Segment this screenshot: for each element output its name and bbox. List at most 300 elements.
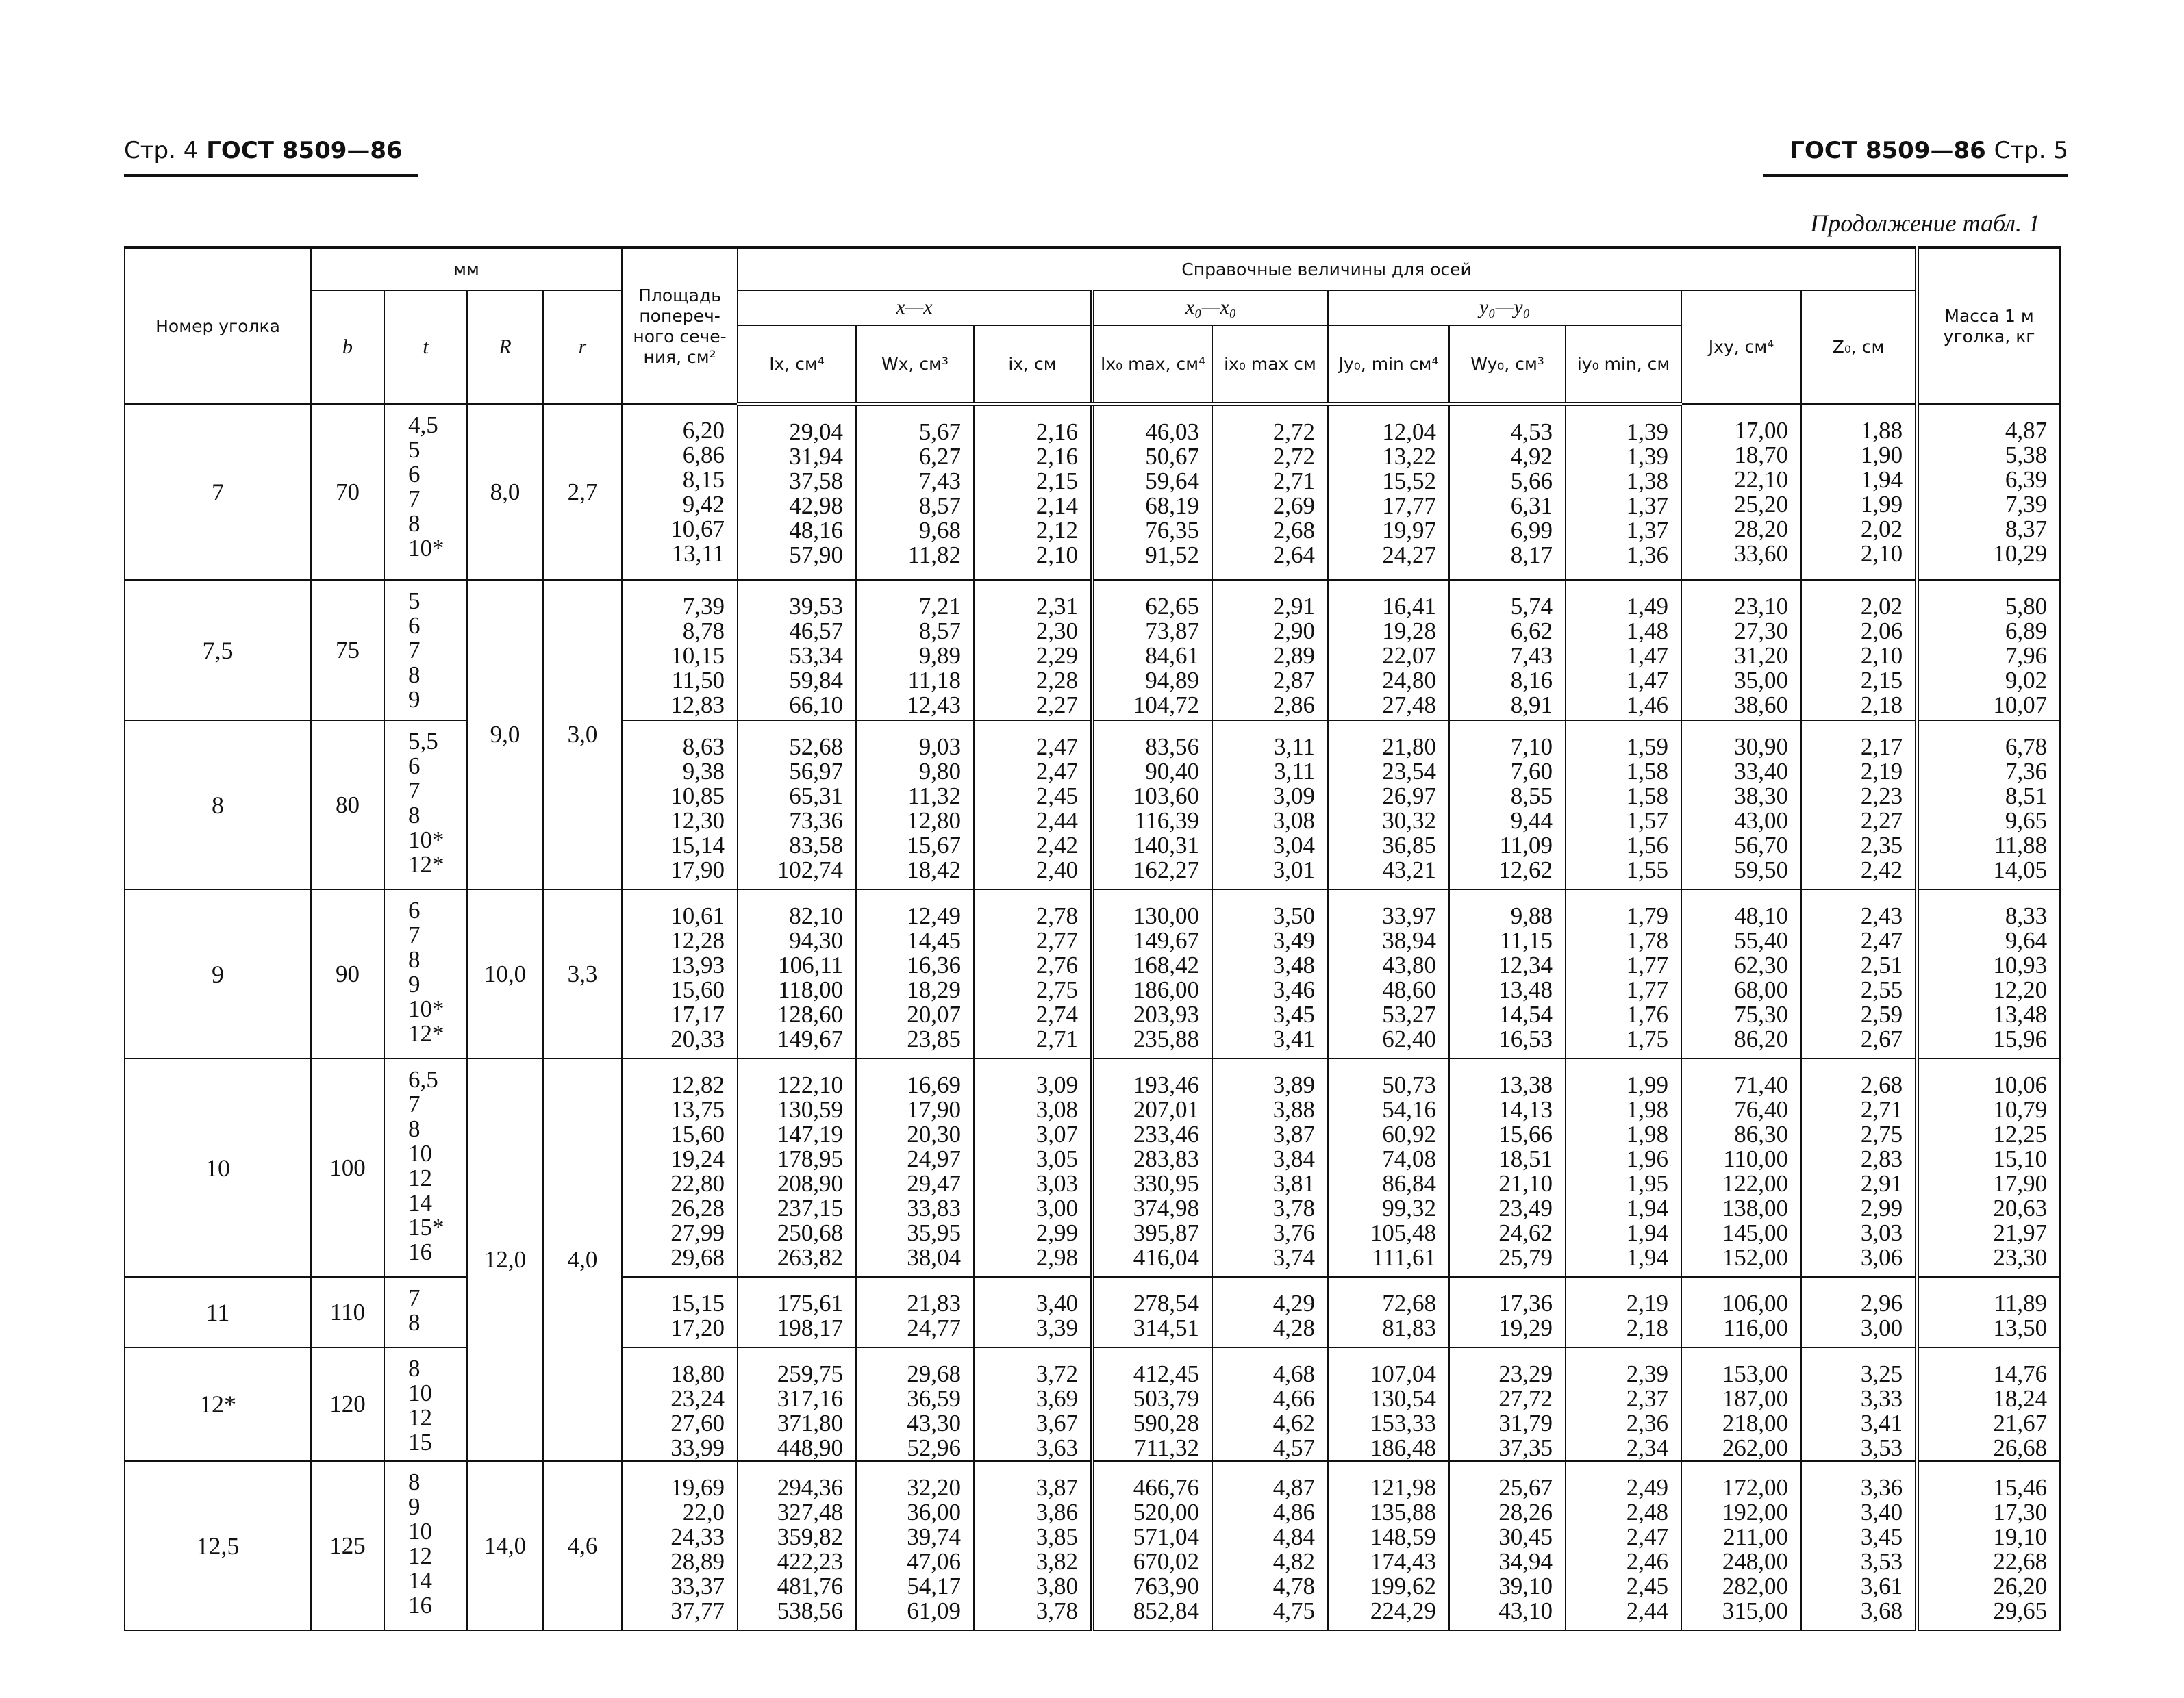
col-wx-value: 52,96 xyxy=(907,1434,962,1461)
col-ix0-value: 4,62 xyxy=(1272,1410,1316,1436)
col-ix-value: 2,12 xyxy=(1035,517,1079,544)
col-ix-cell xyxy=(974,1347,1092,1461)
col-jxy-cell xyxy=(1681,720,1801,889)
thickness-t-cell xyxy=(384,1059,467,1277)
col-a-value: 9,38 xyxy=(682,758,725,785)
col-ix0-value: 3,08 xyxy=(1272,807,1316,834)
col-ix0-value: 68,19 xyxy=(1145,492,1200,519)
col-iy0-value: 15,52 xyxy=(1382,468,1437,494)
col-jxy-value: 86,30 xyxy=(1734,1121,1789,1148)
col-ix-value: 263,82 xyxy=(777,1244,844,1271)
header-reference: Справочные величины для осей xyxy=(738,248,1917,290)
col-ix-value: 3,08 xyxy=(1035,1096,1079,1123)
col-ix0-value: 374,98 xyxy=(1133,1195,1200,1221)
col-jxy-cell xyxy=(1681,1461,1801,1630)
col-a-value: 13,93 xyxy=(670,952,725,978)
header-t xyxy=(384,290,467,404)
col-ix-value: 208,90 xyxy=(777,1170,844,1197)
col-ix0-value: 412,45 xyxy=(1133,1360,1200,1387)
col-wy0-value: 8,91 xyxy=(1510,692,1553,718)
col-ix-cell xyxy=(738,889,856,1059)
col-ix-value: 3,07 xyxy=(1035,1121,1079,1148)
thickness-t-value: 7 xyxy=(408,1091,421,1117)
header-r-label: r xyxy=(578,335,587,358)
col-ix-value: 2,40 xyxy=(1035,857,1079,883)
col-a-value: 28,89 xyxy=(670,1548,725,1575)
col-iy0-value: 1,46 xyxy=(1626,692,1669,718)
thickness-t-value: 9 xyxy=(408,971,421,998)
col-ix0-value: 314,51 xyxy=(1133,1315,1200,1341)
angle-profile-table xyxy=(124,246,2061,1631)
col-m-value: 5,38 xyxy=(2005,442,2048,468)
col-a-value: 6,20 xyxy=(682,417,725,444)
col-m-value: 10,79 xyxy=(1993,1096,2048,1123)
col-ix-value: 147,19 xyxy=(777,1121,844,1148)
col-ix-value: 3,63 xyxy=(1035,1434,1079,1461)
col-iy0-value: 1,94 xyxy=(1626,1219,1669,1246)
col-ix-cell xyxy=(974,889,1092,1059)
col-m-value: 12,20 xyxy=(1993,976,2048,1003)
col-wy0-value: 21,10 xyxy=(1498,1170,1553,1197)
col-iy0-cell xyxy=(1566,1059,1681,1277)
col-wx-value: 33,83 xyxy=(907,1195,962,1221)
col-z0-value: 2,23 xyxy=(1860,783,1903,809)
col-ix-value: 3,09 xyxy=(1035,1072,1079,1098)
col-iy0-value: 62,40 xyxy=(1382,1026,1437,1052)
col-wy0-value: 23,29 xyxy=(1498,1360,1553,1387)
col-wx-value: 36,59 xyxy=(907,1385,962,1412)
col-ix-value: 2,28 xyxy=(1035,667,1079,694)
col-iy0-cell xyxy=(1566,720,1681,889)
col-z0-value: 2,67 xyxy=(1860,1026,1903,1052)
col-wx-value: 61,09 xyxy=(907,1597,962,1624)
col-z0-value: 3,40 xyxy=(1860,1499,1903,1525)
col-ix-value: 65,31 xyxy=(789,783,844,809)
col-ix0-value: 4,84 xyxy=(1272,1523,1316,1550)
col-a-value: 17,20 xyxy=(670,1315,725,1341)
col-jxy-value: 75,30 xyxy=(1734,1001,1789,1028)
col-m-value: 15,10 xyxy=(1993,1145,2048,1172)
col-m-value: 20,63 xyxy=(1993,1195,2048,1221)
col-wx-value: 24,77 xyxy=(907,1315,962,1341)
flange-width-b: 70 xyxy=(311,404,384,580)
col-ix-value: 39,53 xyxy=(789,593,844,620)
col-a-value: 20,33 xyxy=(670,1026,725,1052)
col-z0-value: 3,41 xyxy=(1860,1410,1903,1436)
col-wy0-value: 27,72 xyxy=(1498,1385,1553,1412)
col-m-value: 26,68 xyxy=(1993,1434,2048,1461)
col-z0-cell xyxy=(1801,1059,1917,1277)
col-ix-value: 2,27 xyxy=(1035,692,1079,718)
axis-xx-label: x—x xyxy=(896,296,933,318)
col-z0-value: 2,96 xyxy=(1860,1290,1903,1317)
col-z0-value: 2,35 xyxy=(1860,832,1903,859)
col-jxy-value: 122,00 xyxy=(1722,1170,1789,1197)
col-a-value: 12,28 xyxy=(670,927,725,954)
col-wy0-value: 34,94 xyxy=(1498,1548,1553,1575)
col-ix-value: 3,72 xyxy=(1035,1360,1079,1387)
thickness-t-value: 8 xyxy=(408,1309,421,1336)
col-m-cell xyxy=(1917,1461,2060,1630)
col-m-value: 8,37 xyxy=(2005,516,2048,542)
col-ix-value: 359,82 xyxy=(777,1523,844,1550)
col-wx-value: 11,18 xyxy=(907,667,962,694)
col-a-value: 19,69 xyxy=(670,1474,725,1501)
angle-group-row xyxy=(125,404,2060,580)
header-Z0: Z₀, см xyxy=(1801,290,1917,404)
col-a-value: 26,28 xyxy=(670,1195,725,1221)
col-a-value: 10,61 xyxy=(670,902,725,929)
col-ix0-value: 763,90 xyxy=(1133,1573,1200,1599)
col-wy0-value: 13,48 xyxy=(1498,976,1553,1003)
col-ix-value: 82,10 xyxy=(789,902,844,929)
col-ix0-value: 2,72 xyxy=(1272,443,1316,470)
header-b xyxy=(311,290,384,404)
col-ix-value: 2,42 xyxy=(1035,832,1079,859)
axis-x0x0-label: x₀—x₀ xyxy=(1185,296,1237,318)
header-ix0: ix₀ max см xyxy=(1212,325,1328,404)
col-wx-cell xyxy=(856,720,974,889)
angle-group-row xyxy=(125,1461,2060,1630)
col-iy0-value: 199,62 xyxy=(1370,1573,1437,1599)
col-ix-value: 2,47 xyxy=(1035,758,1079,785)
col-z0-value: 3,45 xyxy=(1860,1523,1903,1550)
col-wx-value: 9,80 xyxy=(918,758,962,785)
col-ix0-value: 193,46 xyxy=(1133,1072,1200,1098)
col-wx-value: 38,04 xyxy=(907,1244,962,1271)
col-m-value: 11,89 xyxy=(1994,1290,2048,1317)
col-jxy-cell xyxy=(1681,404,1801,580)
col-z0-value: 3,68 xyxy=(1860,1597,1903,1624)
col-wx-cell xyxy=(856,404,974,580)
col-iy0-value: 2,44 xyxy=(1626,1597,1669,1624)
col-iy0-value: 2,46 xyxy=(1626,1548,1669,1575)
col-a-value: 17,90 xyxy=(670,857,725,883)
col-ix0-value: 76,35 xyxy=(1145,517,1200,544)
col-m-cell xyxy=(1917,404,2060,580)
col-wy0-value: 7,43 xyxy=(1510,642,1553,669)
col-a-value: 9,42 xyxy=(682,491,725,518)
col-ix0-value: 3,11 xyxy=(1274,733,1316,760)
col-iy0-value: 2,19 xyxy=(1626,1290,1669,1317)
col-ix-value: 2,71 xyxy=(1035,1026,1079,1052)
col-wx-cell xyxy=(856,1277,974,1347)
col-wx-value: 39,74 xyxy=(907,1523,962,1550)
col-a-value: 37,77 xyxy=(670,1597,725,1624)
col-wy0-value: 6,31 xyxy=(1510,492,1553,519)
col-ix0-cell xyxy=(1092,580,1212,720)
col-jxy-value: 282,00 xyxy=(1722,1573,1789,1599)
angle-group-row xyxy=(125,889,2060,1059)
col-iy0-value: 27,48 xyxy=(1382,692,1437,718)
col-a-value: 22,0 xyxy=(682,1499,725,1525)
col-a-value: 8,63 xyxy=(682,733,725,760)
col-iy0-value: 1,47 xyxy=(1626,642,1669,669)
col-iy0-value: 12,04 xyxy=(1382,418,1437,445)
header-t-label: t xyxy=(423,335,429,358)
col-ix0-cell xyxy=(1212,720,1328,889)
col-ix-value: 149,67 xyxy=(777,1026,844,1052)
col-ix-value: 94,30 xyxy=(789,927,844,954)
angle-number: 12,5 xyxy=(125,1461,311,1630)
col-m-value: 11,88 xyxy=(1994,832,2048,859)
col-wx-value: 9,03 xyxy=(918,733,962,760)
col-wy0-cell xyxy=(1449,1347,1566,1461)
col-z0-value: 2,10 xyxy=(1860,642,1903,669)
col-wy0-value: 6,99 xyxy=(1510,517,1553,544)
col-z0-value: 3,00 xyxy=(1860,1315,1903,1341)
thickness-t-value: 8 xyxy=(408,510,421,537)
col-iy0-value: 130,54 xyxy=(1370,1385,1437,1412)
col-a-cell xyxy=(622,1461,738,1630)
col-iy0-value: 111,61 xyxy=(1372,1244,1437,1271)
col-wx-cell xyxy=(856,580,974,720)
col-iy0-cell xyxy=(1566,889,1681,1059)
col-ix-value: 3,03 xyxy=(1035,1170,1079,1197)
table-continuation-caption: Продолжение табл. 1 xyxy=(1810,210,2040,237)
col-wy0-value: 31,79 xyxy=(1498,1410,1553,1436)
col-ix0-value: 91,52 xyxy=(1145,542,1200,568)
col-ix0-value: 3,11 xyxy=(1274,758,1316,785)
col-ix0-value: 4,86 xyxy=(1272,1499,1316,1525)
col-z0-value: 2,91 xyxy=(1860,1170,1903,1197)
col-ix-value: 237,15 xyxy=(777,1195,844,1221)
col-iy0-value: 1,37 xyxy=(1626,492,1669,519)
col-ix-cell xyxy=(738,1461,856,1630)
col-iy0-value: 38,94 xyxy=(1382,927,1437,954)
col-wy0-value: 43,10 xyxy=(1498,1597,1553,1624)
col-ix-value: 46,57 xyxy=(789,618,844,644)
thickness-t-value: 10* xyxy=(408,826,444,853)
col-a-value: 10,67 xyxy=(670,516,725,542)
col-iy0-value: 1,78 xyxy=(1626,927,1669,954)
col-jxy-value: 27,30 xyxy=(1734,618,1789,644)
col-ix0-cell xyxy=(1092,720,1212,889)
col-ix0-value: 416,04 xyxy=(1133,1244,1200,1271)
header-ix: ix, см xyxy=(974,325,1092,404)
col-z0-value: 3,06 xyxy=(1860,1244,1903,1271)
col-iy0-value: 48,60 xyxy=(1382,976,1437,1003)
col-a-cell xyxy=(622,1059,738,1277)
col-iy0-value: 99,32 xyxy=(1382,1195,1437,1221)
col-m-value: 14,05 xyxy=(1993,857,2048,883)
col-ix-value: 57,90 xyxy=(789,542,844,568)
col-iy0-value: 21,80 xyxy=(1382,733,1437,760)
col-ix0-value: 207,01 xyxy=(1133,1096,1200,1123)
col-ix0-value: 3,41 xyxy=(1272,1026,1316,1052)
col-wx-value: 8,57 xyxy=(918,492,962,519)
col-ix-cell xyxy=(738,1347,856,1461)
col-iy0-value: 24,27 xyxy=(1382,542,1437,568)
thickness-t-value: 6 xyxy=(408,752,421,779)
angle-number: 7 xyxy=(125,404,311,580)
col-ix-cell xyxy=(738,404,856,580)
header-axis-y0y0 xyxy=(1328,290,1681,325)
col-ix-value: 3,05 xyxy=(1035,1145,1079,1172)
col-jxy-value: 33,40 xyxy=(1734,758,1789,785)
thickness-t-value: 12 xyxy=(408,1165,432,1191)
col-z0-value: 3,25 xyxy=(1860,1360,1903,1387)
thickness-t-value: 12 xyxy=(408,1543,432,1569)
col-jxy-cell xyxy=(1681,889,1801,1059)
col-ix-value: 122,10 xyxy=(777,1072,844,1098)
col-wx-value: 23,85 xyxy=(907,1026,962,1052)
col-ix-value: 53,34 xyxy=(789,642,844,669)
col-ix0-value: 103,60 xyxy=(1133,783,1200,809)
thickness-t-cell xyxy=(384,580,467,720)
col-ix0-cell xyxy=(1092,1059,1212,1277)
col-wy0-value: 8,55 xyxy=(1510,783,1553,809)
col-z0-value: 1,99 xyxy=(1860,491,1903,518)
thickness-t-value: 16 xyxy=(408,1592,432,1619)
col-ix0-value: 3,49 xyxy=(1272,927,1316,954)
col-wx-cell xyxy=(856,1059,974,1277)
angle-number: 11 xyxy=(125,1277,311,1347)
col-z0-value: 3,61 xyxy=(1860,1573,1903,1599)
col-z0-value: 3,36 xyxy=(1860,1474,1903,1501)
col-wy0-value: 14,54 xyxy=(1498,1001,1553,1028)
col-ix0-value: 168,42 xyxy=(1133,952,1200,978)
col-ix-cell xyxy=(738,1059,856,1277)
col-ix0-value: 2,86 xyxy=(1272,692,1316,718)
col-ix-value: 175,61 xyxy=(777,1290,844,1317)
col-z0-cell xyxy=(1801,404,1917,580)
col-ix0-value: 852,84 xyxy=(1133,1597,1200,1624)
radius-r: 4,6 xyxy=(543,1461,622,1630)
col-iy0-value: 1,96 xyxy=(1626,1145,1669,1172)
col-m-value: 13,50 xyxy=(1993,1315,2048,1341)
col-iy0-value: 1,59 xyxy=(1626,733,1669,760)
col-wy0-cell xyxy=(1449,580,1566,720)
col-jxy-value: 86,20 xyxy=(1734,1026,1789,1052)
col-iy0-value: 23,54 xyxy=(1382,758,1437,785)
col-a-value: 27,99 xyxy=(670,1219,725,1246)
col-iy0-value: 19,97 xyxy=(1382,517,1437,544)
col-wx-value: 15,67 xyxy=(907,832,962,859)
col-jxy-cell xyxy=(1681,580,1801,720)
col-iy0-value: 1,77 xyxy=(1626,952,1669,978)
col-ix0-value: 395,87 xyxy=(1133,1219,1200,1246)
col-m-value: 7,39 xyxy=(2005,491,2048,518)
col-z0-value: 2,99 xyxy=(1860,1195,1903,1221)
col-ix0-value: 46,03 xyxy=(1145,418,1200,445)
col-iy0-cell xyxy=(1328,720,1449,889)
col-z0-value: 1,94 xyxy=(1860,466,1903,493)
thickness-t-value: 5 xyxy=(408,587,421,614)
col-z0-value: 2,17 xyxy=(1860,733,1903,760)
col-wx-value: 43,30 xyxy=(907,1410,962,1436)
thickness-t-value: 6,5 xyxy=(408,1066,438,1093)
col-a-cell xyxy=(622,889,738,1059)
col-iy0-cell xyxy=(1566,1461,1681,1630)
col-wx-value: 21,83 xyxy=(907,1290,962,1317)
col-iy0-value: 1,99 xyxy=(1626,1072,1669,1098)
col-ix0-value: 2,68 xyxy=(1272,517,1316,544)
col-wy0-value: 4,53 xyxy=(1510,418,1553,445)
col-z0-cell xyxy=(1801,1347,1917,1461)
col-iy0-value: 1,95 xyxy=(1626,1170,1669,1197)
col-iy0-value: 1,98 xyxy=(1626,1096,1669,1123)
col-ix0-value: 4,66 xyxy=(1272,1385,1316,1412)
col-iy0-value: 2,34 xyxy=(1626,1434,1669,1461)
col-a-value: 12,30 xyxy=(670,807,725,834)
col-m-value: 26,20 xyxy=(1993,1573,2048,1599)
thickness-t-value: 10* xyxy=(408,996,444,1022)
flange-width-b: 110 xyxy=(311,1277,384,1347)
col-ix0-value: 3,50 xyxy=(1272,902,1316,929)
col-wy0-value: 9,88 xyxy=(1510,902,1553,929)
col-iy0-cell xyxy=(1328,1277,1449,1347)
col-z0-value: 2,68 xyxy=(1860,1072,1903,1098)
col-ix0-value: 4,87 xyxy=(1272,1474,1316,1501)
col-z0-value: 2,06 xyxy=(1860,618,1903,644)
col-z0-value: 2,47 xyxy=(1860,927,1903,954)
col-m-value: 18,24 xyxy=(1993,1385,2048,1412)
radius-r: 2,7 xyxy=(543,404,622,580)
col-ix-cell xyxy=(738,720,856,889)
col-ix0-value: 503,79 xyxy=(1133,1385,1200,1412)
col-iy0-value: 26,97 xyxy=(1382,783,1437,809)
col-m-value: 19,10 xyxy=(1993,1523,2048,1550)
col-jxy-value: 48,10 xyxy=(1734,902,1789,929)
col-z0-value: 2,75 xyxy=(1860,1121,1903,1148)
col-m-value: 8,33 xyxy=(2005,902,2048,929)
header-Ix0: Ix₀ max, см⁴ xyxy=(1092,325,1212,404)
col-ix-value: 130,59 xyxy=(777,1096,844,1123)
col-wy0-value: 9,44 xyxy=(1510,807,1553,834)
col-iy0-value: 1,98 xyxy=(1626,1121,1669,1148)
col-iy0-value: 2,48 xyxy=(1626,1499,1669,1525)
col-jxy-value: 43,00 xyxy=(1734,807,1789,834)
col-ix-value: 3,69 xyxy=(1035,1385,1079,1412)
col-ix0-value: 3,04 xyxy=(1272,832,1316,859)
header-axis-x0x0 xyxy=(1092,290,1328,325)
col-ix-value: 2,16 xyxy=(1035,443,1079,470)
col-iy0-value: 43,80 xyxy=(1382,952,1437,978)
col-ix-value: 83,58 xyxy=(789,832,844,859)
col-z0-value: 2,42 xyxy=(1860,857,1903,883)
col-wx-value: 16,69 xyxy=(907,1072,962,1098)
col-ix0-value: 571,04 xyxy=(1133,1523,1200,1550)
col-wy0-value: 16,53 xyxy=(1498,1026,1553,1052)
thickness-t-value: 6 xyxy=(408,612,421,639)
col-iy0-value: 2,49 xyxy=(1626,1474,1669,1501)
col-a-cell xyxy=(622,1277,738,1347)
header-Jxy: Jxy, см⁴ xyxy=(1681,290,1801,404)
col-ix-value: 3,85 xyxy=(1035,1523,1079,1550)
col-ix0-value: 2,90 xyxy=(1272,618,1316,644)
col-iy0-value: 60,92 xyxy=(1382,1121,1437,1148)
col-jxy-value: 38,60 xyxy=(1734,692,1789,718)
thickness-t-value: 12* xyxy=(408,851,444,878)
col-wx-cell xyxy=(856,889,974,1059)
col-m-value: 6,89 xyxy=(2005,618,2048,644)
col-a-cell xyxy=(622,580,738,720)
col-jxy-cell xyxy=(1681,1059,1801,1277)
col-ix-value: 2,76 xyxy=(1035,952,1079,978)
col-m-cell xyxy=(1917,1059,2060,1277)
thickness-t-value: 8 xyxy=(408,661,421,688)
col-iy0-value: 1,49 xyxy=(1626,593,1669,620)
col-wx-value: 36,00 xyxy=(907,1499,962,1525)
col-wy0-value: 8,16 xyxy=(1510,667,1553,694)
angle-number: 12* xyxy=(125,1347,311,1461)
col-iy0-value: 1,75 xyxy=(1626,1026,1669,1052)
col-m-cell xyxy=(1917,720,2060,889)
col-iy0-value: 72,68 xyxy=(1382,1290,1437,1317)
col-jxy-value: 18,70 xyxy=(1734,442,1789,468)
thickness-t-value: 12 xyxy=(408,1404,432,1431)
